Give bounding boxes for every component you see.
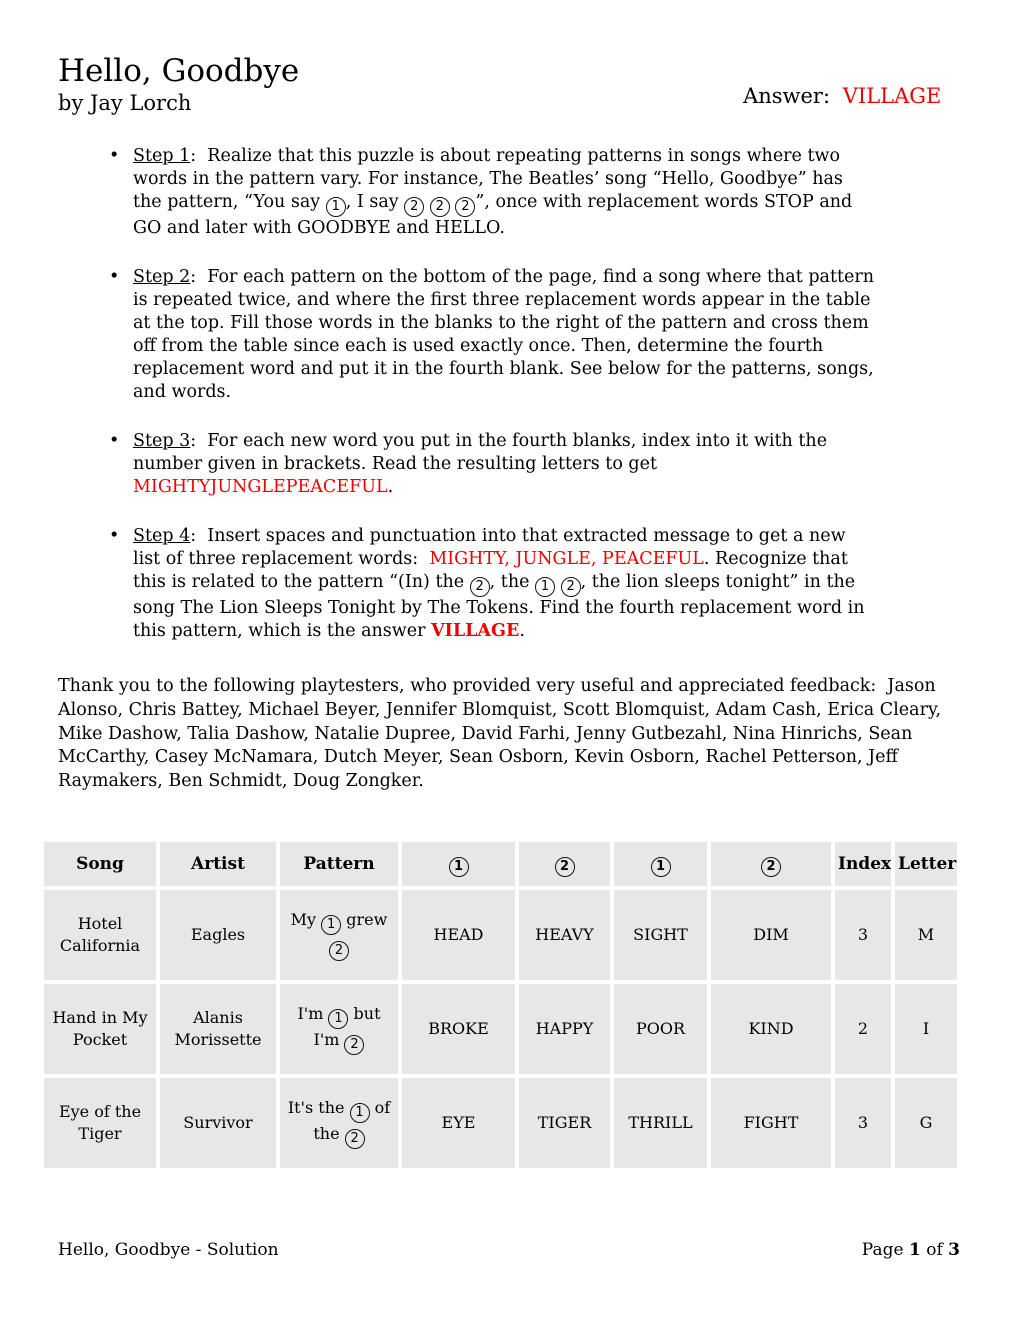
circled-number: 2 [761, 857, 781, 877]
text-segment: grew [341, 910, 388, 930]
column-header [614, 842, 707, 886]
table-cell [402, 1078, 515, 1168]
footer-page-total: 3 [948, 1240, 960, 1260]
column-header [280, 842, 398, 886]
text-segment: VILLAGE [431, 621, 520, 642]
text-segment: , I say [345, 192, 405, 213]
text-segment: Step 3 [133, 431, 191, 452]
footer-document-name: Hello, Goodbye - Solution [58, 1240, 279, 1260]
circled-number: 2 [470, 577, 490, 597]
table-cell [711, 984, 831, 1074]
table-row [44, 1078, 957, 1168]
step-text [133, 266, 880, 404]
circled-number: 2 [555, 857, 575, 877]
table-cell [895, 1078, 957, 1168]
table-cell [895, 890, 957, 980]
text-segment: MIGHTY, JUNGLE, PEACEFUL [429, 549, 704, 570]
text-segment: THRILL [628, 1113, 693, 1133]
text-segment: : Insert spaces and punctuation into that extracted message to get a new list of three replacement words: [133, 526, 852, 570]
circled-number: 2 [345, 1129, 365, 1149]
text-segment: Letter [898, 854, 957, 875]
circled-number: 1 [321, 915, 341, 935]
circled-number: 1 [328, 1009, 348, 1029]
text-segment: Pattern [303, 854, 375, 875]
column-header [44, 842, 156, 886]
text-segment: Hand in My Pocket [52, 1008, 148, 1050]
text-segment: MIGHTYJUNGLEPEACEFUL [133, 477, 388, 498]
step-text [133, 145, 875, 240]
bullet-marker: • [109, 526, 120, 547]
circled-number: 1 [326, 197, 346, 217]
text-segment: , the lion sleeps tonight” in the song The Lion Sleeps Tonight by The Tokens. Find the fourth replacement word in this pattern, which is the answer [133, 572, 871, 642]
solution-table [40, 838, 961, 1172]
text-segment: 2 [857, 1019, 869, 1039]
acknowledgements-paragraph: Thank you to the following playtesters, who provided very useful and appreciated feedback: Jason Alonso, Chris Battey, Michael Beyer, Jennifer Blomquist, Scott Blomquist, Adam Cash, Erica Cleary, Mike Dashow, Talia Dashow, Natalie Dupree, David Farhi, Jenny Gutbezahl, Nina Hinrichs, Sean McCarthy, Casey McNamara, Dutch Meyer, Sean Osborn, Kevin Osborn, Rachel Petterson, Jeff Raymakers, Ben Schmidt, Doug Zongker. [58, 676, 947, 792]
column-header [402, 842, 515, 886]
text-segment: HEAVY [535, 925, 594, 945]
step-text [133, 525, 875, 643]
table-cell [614, 984, 707, 1074]
circled-number: 2 [455, 197, 475, 217]
bullet-marker: • [109, 431, 120, 452]
text-segment: Index [838, 854, 891, 875]
table-cell [895, 984, 957, 1074]
text-segment: . [519, 621, 525, 642]
text-segment: M [917, 925, 935, 945]
step-item [109, 145, 875, 240]
table-cell [835, 1078, 891, 1168]
column-header [160, 842, 276, 886]
text-segment: TIGER [537, 1113, 592, 1133]
step-item [109, 266, 880, 404]
text-segment [424, 192, 430, 212]
text-segment: Step 1 [133, 146, 191, 167]
step-item [109, 430, 875, 499]
column-header [895, 842, 957, 886]
text-segment: HEAD [433, 925, 484, 945]
text-segment: Song [76, 854, 124, 875]
step-text [133, 430, 875, 499]
text-segment: I [922, 1019, 930, 1039]
table-cell [160, 890, 276, 980]
text-segment: 3 [857, 925, 869, 945]
text-segment: 3 [857, 1113, 869, 1133]
text-segment: of the [313, 1098, 391, 1144]
text-segment: Hotel California [59, 914, 141, 956]
circled-number: 2 [430, 197, 450, 217]
document-header [58, 0, 960, 115]
text-segment: Eye of the Tiger [58, 1102, 142, 1144]
column-header [711, 842, 831, 886]
table-cell [402, 890, 515, 980]
table-cell [160, 1078, 276, 1168]
step-item [109, 525, 875, 643]
text-segment: Artist [191, 854, 245, 875]
footer-page-info [862, 1240, 960, 1260]
table-cell [711, 890, 831, 980]
table-cell [280, 890, 398, 980]
text-segment: G [919, 1113, 933, 1133]
text-segment: but I'm [313, 1004, 381, 1050]
text-segment [555, 572, 561, 592]
bullet-marker: • [109, 267, 120, 288]
byline: by Jay Lorch [58, 91, 192, 116]
text-segment: EYE [441, 1113, 476, 1133]
table-cell [160, 984, 276, 1074]
circled-number: 2 [329, 941, 349, 961]
table-cell [835, 984, 891, 1074]
circled-number: 1 [535, 577, 555, 597]
circled-number: 1 [651, 857, 671, 877]
text-segment: . [387, 477, 394, 498]
table-cell [280, 1078, 398, 1168]
text-segment: : For each pattern on the bottom of the page, find a song where that pattern is repeated twice, and where the first three replacement words appear in the table at the top. Fill those words in the blanks to the right of the pattern and cross them off from the table since each is used exactly once. Then, determine the fourth replacement word and put it in the fourth blank. See below for the patterns, songs, and words. [133, 267, 880, 403]
table-row [44, 890, 957, 980]
text-segment: FIGHT [743, 1113, 799, 1133]
footer-page-label: Page [861, 1240, 909, 1260]
answer-line [703, 60, 941, 132]
table-cell [614, 1078, 707, 1168]
table-cell [614, 890, 707, 980]
circled-number: 2 [404, 197, 424, 217]
page-footer [58, 1240, 960, 1260]
answer-label: Answer: [743, 84, 837, 108]
text-segment: My [290, 910, 322, 930]
table-cell [835, 890, 891, 980]
text-segment: DIM [753, 925, 789, 945]
text-segment: ”, once with replacement words STOP and GO and later with GOODBYE and HELLO. [133, 192, 858, 239]
text-segment: : Realize that this puzzle is about repeating patterns in songs where two words in the pattern vary. For instance, The Beatles’ song “Hello, Goodbye” has the pattern, “You say [133, 146, 849, 213]
text-segment: Step 2 [133, 267, 191, 288]
text-segment: KIND [748, 1019, 794, 1039]
steps-list [109, 145, 880, 643]
circled-number: 2 [344, 1035, 364, 1055]
column-header [519, 842, 610, 886]
table-cell [44, 890, 156, 980]
circled-number: 2 [561, 577, 581, 597]
table-row [44, 984, 957, 1074]
table-cell [519, 890, 610, 980]
text-segment: Survivor [183, 1113, 253, 1133]
text-segment: : For each new word you put in the fourth blanks, index into it with the number given in brackets. Read the resulting letters to get [133, 431, 833, 475]
table-cell [711, 1078, 831, 1168]
text-segment: BROKE [428, 1019, 489, 1039]
text-segment: , the [489, 572, 536, 593]
table-cell [519, 1078, 610, 1168]
table-cell [44, 1078, 156, 1168]
table-header-row [44, 842, 957, 886]
text-segment: Alanis Morissette [174, 1008, 262, 1050]
answer-value: VILLAGE [842, 84, 942, 108]
table-cell [280, 984, 398, 1074]
text-segment: Eagles [190, 925, 246, 945]
footer-of-label: of [920, 1240, 949, 1260]
text-segment: POOR [635, 1019, 686, 1039]
footer-page-number: 1 [908, 1240, 921, 1260]
table-cell [44, 984, 156, 1074]
text-segment: Step 4 [133, 526, 191, 547]
circled-number: 1 [449, 857, 469, 877]
page-title: Hello, Goodbye [58, 53, 300, 89]
text-segment: HAPPY [535, 1019, 594, 1039]
text-segment: . Recognize that this is related to the pattern “(In) the [133, 549, 854, 593]
table-cell [402, 984, 515, 1074]
column-header [835, 842, 891, 886]
text-segment: I'm [297, 1004, 329, 1024]
text-segment: It's the [287, 1098, 350, 1118]
table-cell [519, 984, 610, 1074]
circled-number: 1 [350, 1103, 370, 1123]
text-segment: SIGHT [633, 925, 688, 945]
bullet-marker: • [109, 146, 120, 167]
